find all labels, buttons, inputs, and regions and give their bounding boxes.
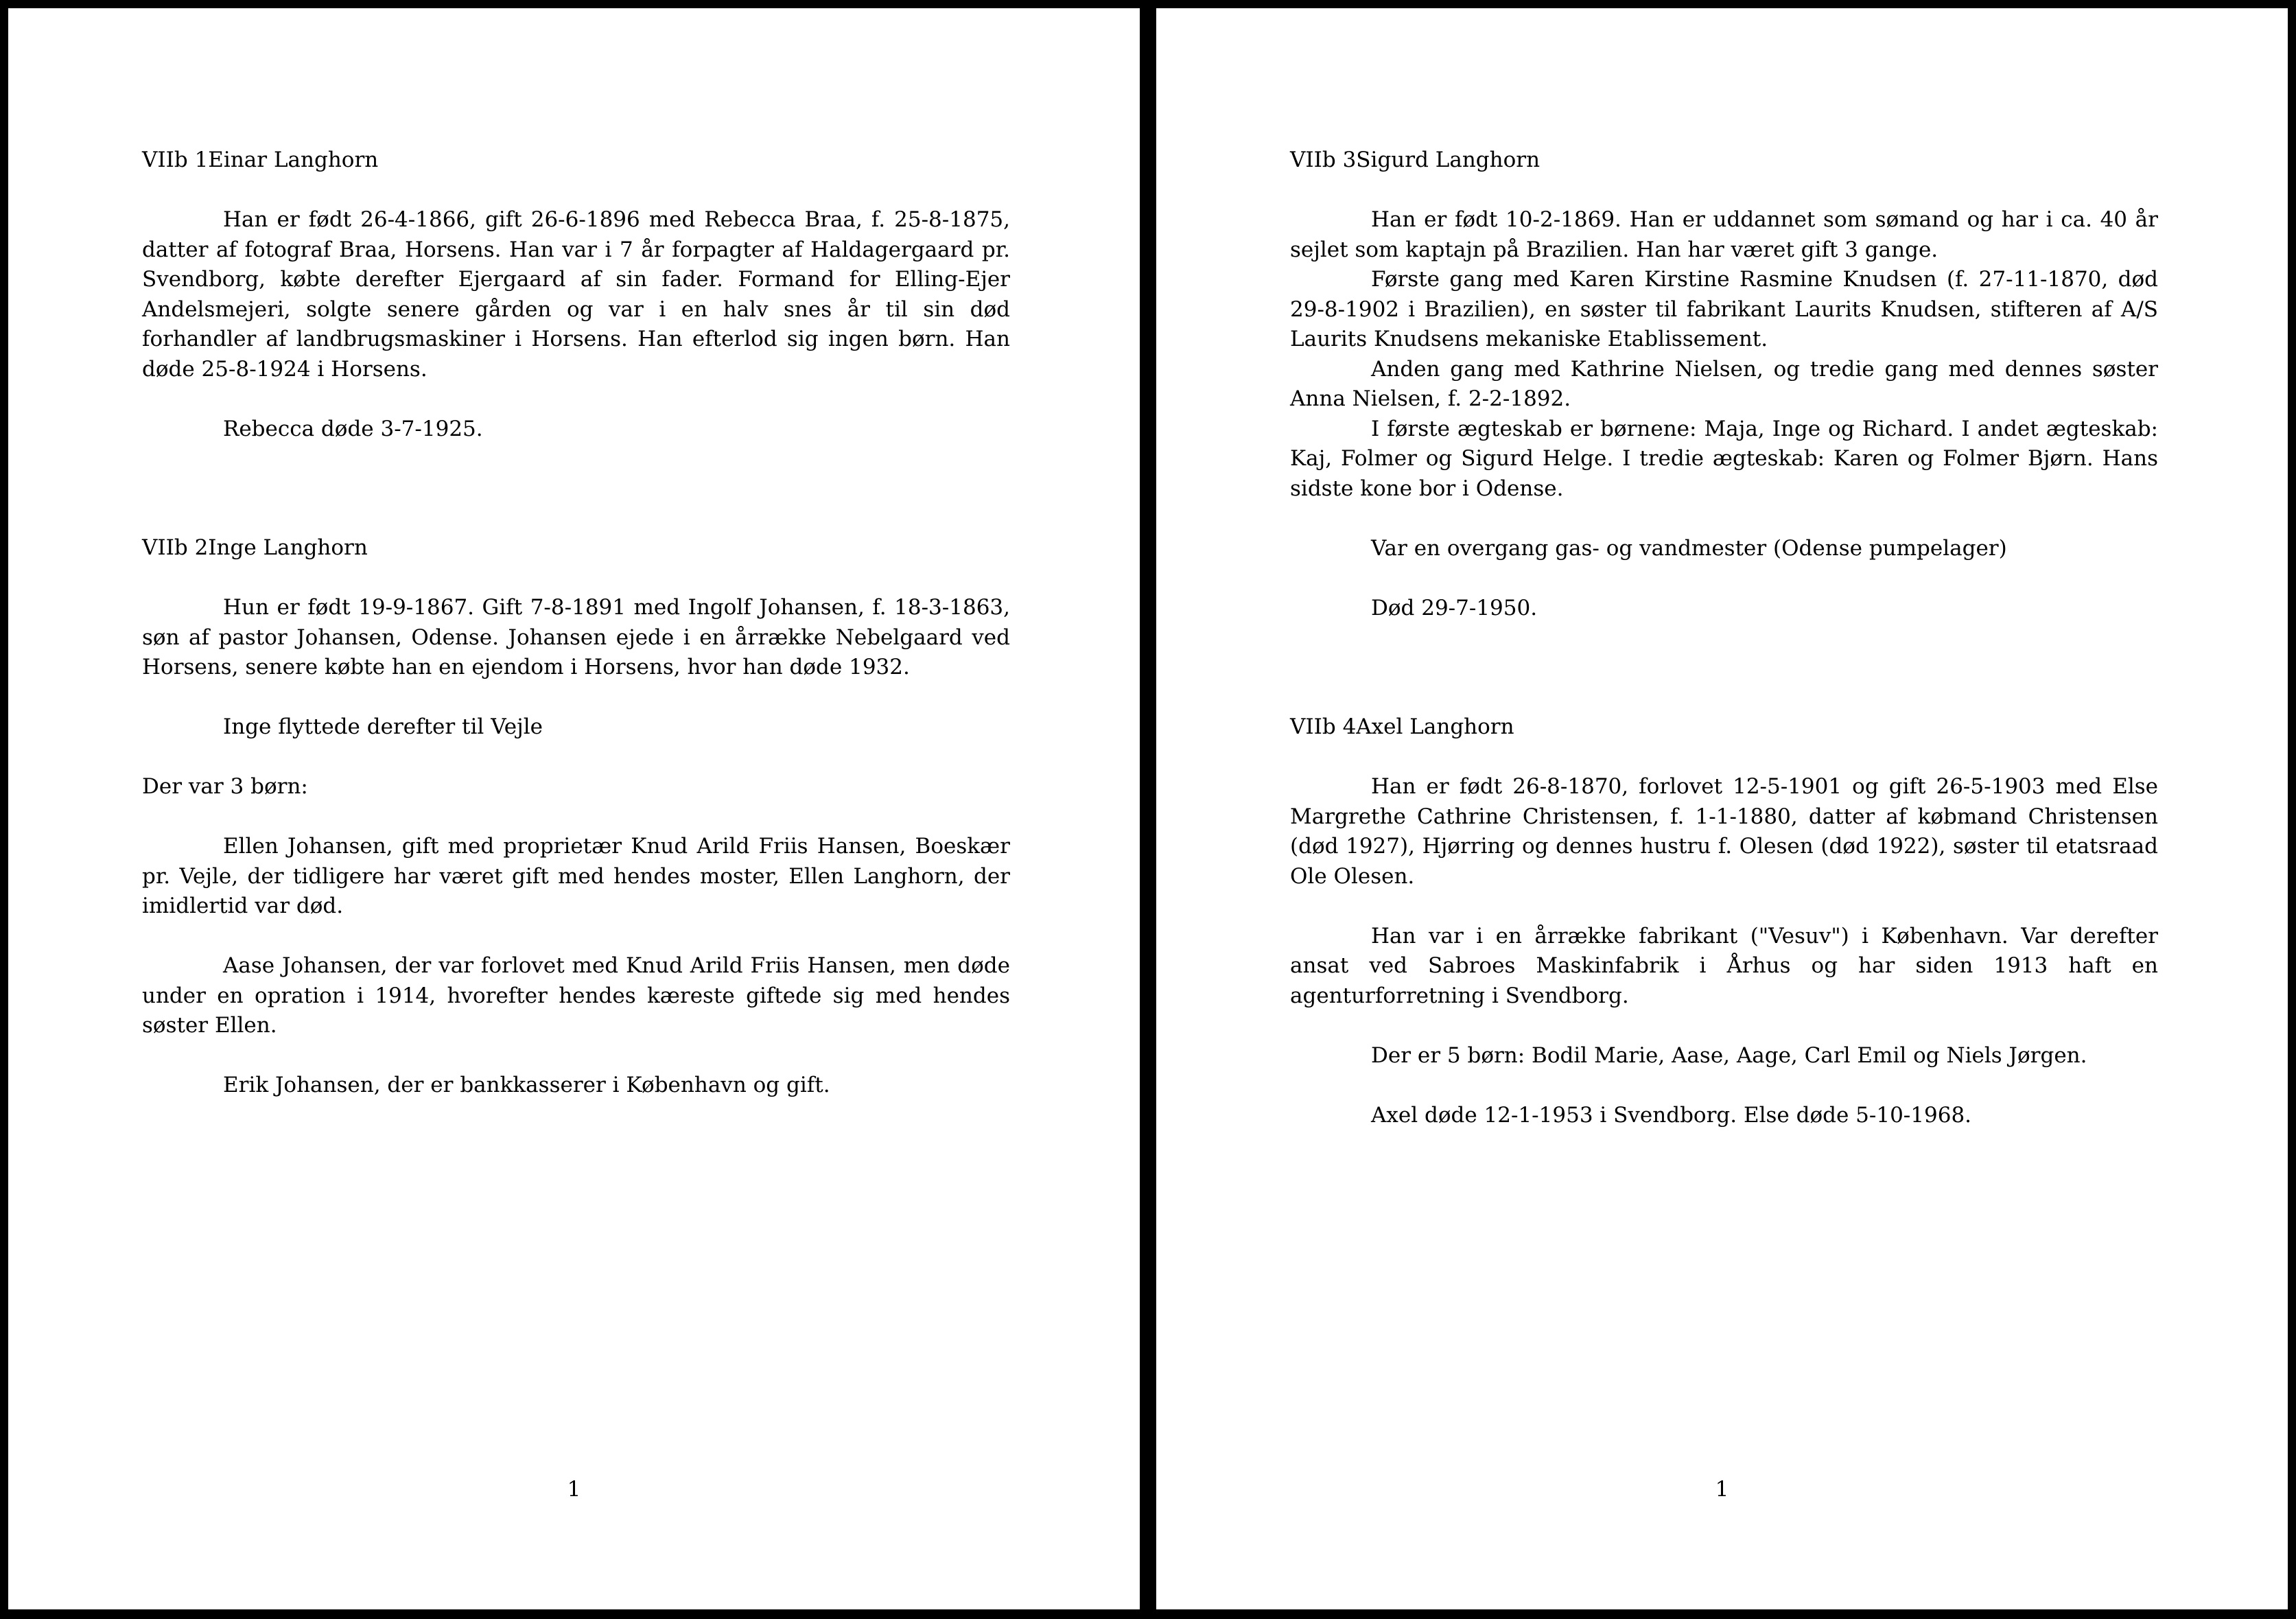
paragraph: Første gang med Karen Kirstine Rasmine Knudsen (f. 27-11-1870, død 29-8-1902 i Brazilien), en søster til fabrikant Laurits Knudsen, stifteren af A/S Laurits Knudsens mekaniske Etablissement. bbox=[1290, 267, 2158, 351]
spacer bbox=[142, 802, 1010, 832]
paragraph: Erik Johansen, der er bankkasserer i København og gift. bbox=[223, 1073, 830, 1097]
paragraph: Axel døde 12-1-1953 i Svendborg. Else døde 5-10-1968. bbox=[1371, 1102, 1972, 1128]
spacer bbox=[142, 1041, 1010, 1071]
section-heading-inge: VIIb 2Inge Langhorn bbox=[142, 535, 368, 560]
paragraph: Død 29-7-1950. bbox=[1371, 595, 1538, 620]
section-heading-sigurd: VIIb 3Sigurd Langhorn bbox=[1290, 148, 1541, 172]
paragraph: Anden gang med Kathrine Nielsen, og tredie gang med dennes søster Anna Nielsen, f. 2-2-1892. bbox=[1290, 356, 2158, 411]
spacer bbox=[1290, 892, 2158, 922]
spacer bbox=[1290, 1071, 2158, 1101]
page-number: 1 bbox=[1715, 1477, 1729, 1502]
paragraph: Ellen Johansen, gift med proprietær Knud Arild Friis Hansen, Boeskær pr. Vejle, der tidligere har været gift med hendes moster, Ellen Langhorn, der imidlertid var død. bbox=[142, 834, 1010, 918]
paragraph: Hun er født 19-9-1867. Gift 7-8-1891 med Ingolf Johansen, f. 18-3-1863, søn af pastor Johansen, Odense. Johansen ejede i en årrække Nebelgaard ved Horsens, senere købte han en ejendom i Horsens, hvor han døde 1932. bbox=[142, 595, 1010, 679]
paragraph: Var en overgang gas- og vandmester (Odense pumpelager) bbox=[1371, 535, 2007, 561]
spacer bbox=[1290, 563, 2158, 594]
paragraph: Der er 5 børn: Bodil Marie, Aase, Aage, Carl Emil og Niels Jørgen. bbox=[1371, 1043, 2087, 1068]
page-number: 1 bbox=[567, 1477, 581, 1502]
paragraph: Han er født 26-8-1870, forlovet 12-5-1901 og gift 26-5-1903 med Else Margrethe Cathrine Christensen, f. 1-1-1880, datter af købmand Christensen (død 1927), Hjørring og dennes hustru f. Olesen (død 1922), søster til etatsraad Ole Olesen. bbox=[1290, 774, 2158, 889]
paragraph: Han var i en årrække fabrikant ("Vesuv") i København. Var derefter ansat ved Sabroes Maskinfabrik i Århus og har siden 1913 haft en agenturforretning i Svendborg. bbox=[1290, 923, 2158, 1008]
left-page-content bbox=[142, 145, 1010, 1101]
right-page bbox=[1156, 8, 2288, 1609]
section-heading-axel: VIIb 4Axel Langhorn bbox=[1290, 714, 1514, 739]
section-spacer bbox=[142, 444, 1010, 533]
spacer bbox=[1290, 504, 2158, 534]
paragraph: Der var 3 børn: bbox=[142, 774, 308, 799]
paragraph: Han er født 10-2-1869. Han er uddannet som sømand og har i ca. 40 år sejlet som kaptajn på Brazilien. Han har været gift 3 gange. bbox=[1290, 207, 2158, 262]
spacer bbox=[142, 683, 1010, 713]
spacer bbox=[142, 743, 1010, 773]
spacer bbox=[1290, 1011, 2158, 1041]
paragraph: Han er født 26-4-1866, gift 26-6-1896 med Rebecca Braa, f. 25-8-1875, datter af fotograf Braa, Horsens. Han var i 7 år forpagter af Haldagergaard pr. Svendborg, købte derefter Ejergaard af sin fader. Formand for Elling-Ejer Andelsmejeri, solgte senere gården og var i en halv snes år til sin død forhandler af landbrugsmaskiner i Horsens. Han efterlod sig ingen børn. Han døde 25-8-1924 i Horsens. bbox=[142, 207, 1010, 382]
paragraph: Aase Johansen, der var forlovet med Knud Arild Friis Hansen, men døde under en opration i 1914, hvorefter hendes kæreste giftede sig med hendes søster Ellen. bbox=[142, 953, 1010, 1038]
spacer bbox=[142, 384, 1010, 415]
paragraph: Inge flyttede derefter til Vejle bbox=[223, 714, 543, 739]
left-page bbox=[8, 8, 1140, 1609]
paragraph: I første ægteskab er børnene: Maja, Inge og Richard. I andet ægteskab: Kaj, Folmer og Sigurd Helge. I tredie ægteskab: Karen og Folmer Bjørn. Hans sidste kone bor i Odense. bbox=[1290, 416, 2158, 501]
section-heading-einar: VIIb 1Einar Langhorn bbox=[142, 148, 379, 172]
paragraph: Rebecca døde 3-7-1925. bbox=[223, 416, 483, 441]
right-page-content bbox=[1290, 145, 2158, 1130]
spacer bbox=[142, 922, 1010, 952]
section-spacer bbox=[1290, 623, 2158, 712]
